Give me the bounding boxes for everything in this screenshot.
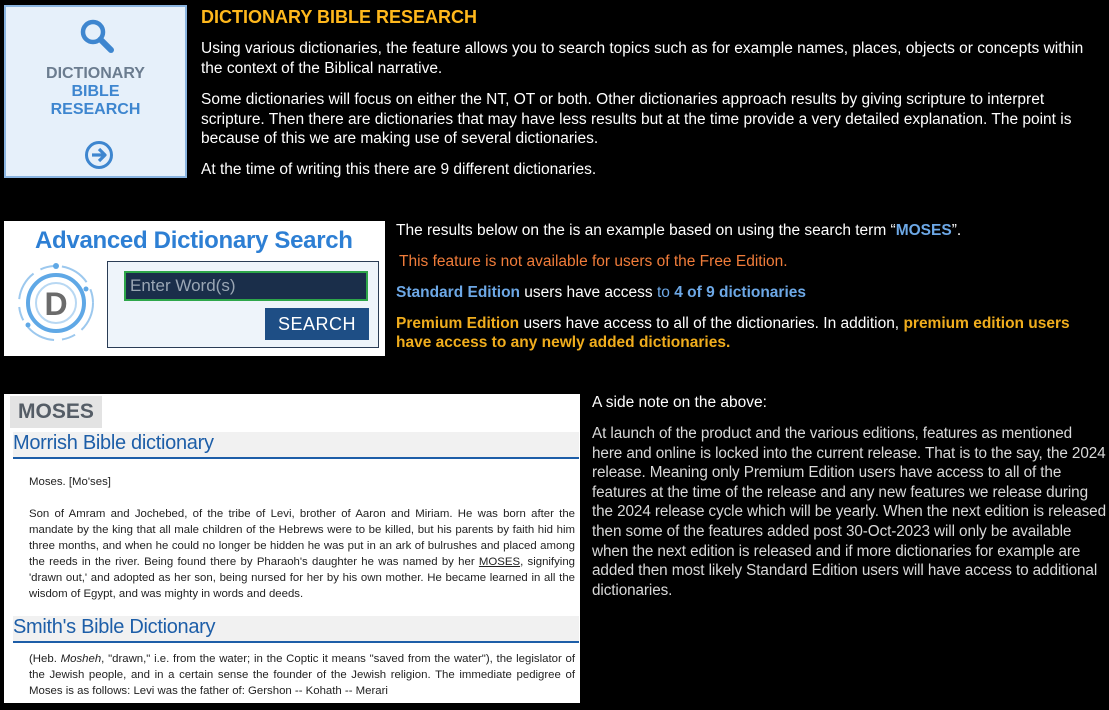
intro-paragraph: Using various dictionaries, the feature allows you to search topics such as for example names, places, objects or concepts within the context of the Biblical narrative. — [201, 40, 1084, 77]
morrish-headword: Moses. [Mo'ses] — [29, 476, 111, 488]
emblem-letter: D — [44, 286, 68, 322]
morrish-dictionary-title: Morrish Bible dictionary — [13, 432, 579, 459]
logo-line-dictionary: DICTIONARY — [46, 65, 145, 82]
side-note-title: A side note on the above: — [592, 394, 767, 411]
search-panel — [107, 261, 379, 348]
free-edition-notice: This feature is not available for users of the Free Edition. — [399, 253, 788, 270]
search-button[interactable]: SEARCH — [265, 308, 369, 340]
search-word-badge: MOSES — [10, 396, 102, 428]
smiths-entry: (Heb. Mosheh, "drawn," i.e. from the water; in the Coptic it means "saved from the water"), the legislator of the Jewish people, and in a certain sense the founder of the Jewish religion. The immediate pedigree of Moses is as follows: Levi was the father of: Gershon -- Kohath -- Merari — [29, 653, 575, 697]
advanced-search-title: Advanced Dictionary Search — [35, 227, 353, 254]
standard-edition-label: Standard Edition — [396, 284, 520, 301]
logo-line-bible: BIBLE — [71, 83, 120, 100]
dictionary-bible-research-logo-card[interactable] — [4, 5, 187, 178]
logo-line-research: RESEARCH — [50, 101, 141, 118]
side-note-body: At launch of the product and the various editions, features as mentioned here and online is locked into the current release. That is to the say, the 2024 release. Meaning only Premium Edition users have access to all of the features at the time of the release and any new features we release during the 2024 release cycle which will be yearly. When the next edition is released then some of the features added post 30-Oct-2023 will only be available when the next edition is released and if more dictionaries for example are added then most likely Standard Edition users will have access to additional dictionaries. — [592, 425, 1106, 599]
dictionaries-paragraph: Some dictionaries will focus on either the NT, OT or both. Other dictionaries approach results by giving scripture to interpret scripture. Then there are dictionaries that may have less results but at the time provide a very detailed explanation. The point is because of this we are making use of several dictionaries. — [201, 91, 1072, 147]
smiths-dictionary-title: Smith's Bible Dictionary — [13, 616, 579, 643]
search-term: MOSES — [895, 222, 952, 239]
example-search-line: The results below on the is an example based on using the search term “MOSES”. — [396, 222, 962, 239]
premium-edition-line: Premium Edition users have access to all of the dictionaries. In addition, premium edition users have access to any newly added dictionaries. — [396, 315, 1070, 351]
advanced-search-card — [4, 221, 385, 356]
search-input[interactable] — [124, 271, 368, 301]
premium-edition-label: Premium Edition — [396, 315, 520, 332]
dictionary-results-panel — [4, 394, 580, 703]
dictionary-count-paragraph: At the time of writing this there are 9 different dictionaries. — [201, 161, 597, 178]
morrish-entry: Son of Amram and Jochebed, of the tribe of Levi, brother of Aaron and Miriam. He was born after the mandate by the king that all male children of the Hebrews were to be killed, but his parents by faith hid him three months, and when he could no longer be hidden he was put in an ark of bulrushes and placed among the reeds in the river. Being found there by Pharaoh's daughter he was named by her MOSES, signifying 'drawn out,' and adopted as her son, being nursed for her by his own mother. He became learned in all the wisdom of Egypt, and was mighty in words and deeds. — [29, 508, 575, 600]
section-title: DICTIONARY BIBLE RESEARCH — [201, 7, 478, 27]
moses-link[interactable]: MOSES — [478, 556, 521, 568]
standard-edition-line: Standard Edition users have access to 4 of 9 dictionaries — [396, 284, 807, 301]
dictionary-emblem-icon — [16, 259, 98, 347]
standard-dictionary-count: 4 of 9 dictionaries — [674, 284, 807, 301]
premium-highlight: premium edition users have access to any newly added dictionaries — [396, 315, 1070, 351]
search-icon — [79, 18, 115, 54]
arrow-right-circle-icon[interactable] — [84, 140, 114, 170]
